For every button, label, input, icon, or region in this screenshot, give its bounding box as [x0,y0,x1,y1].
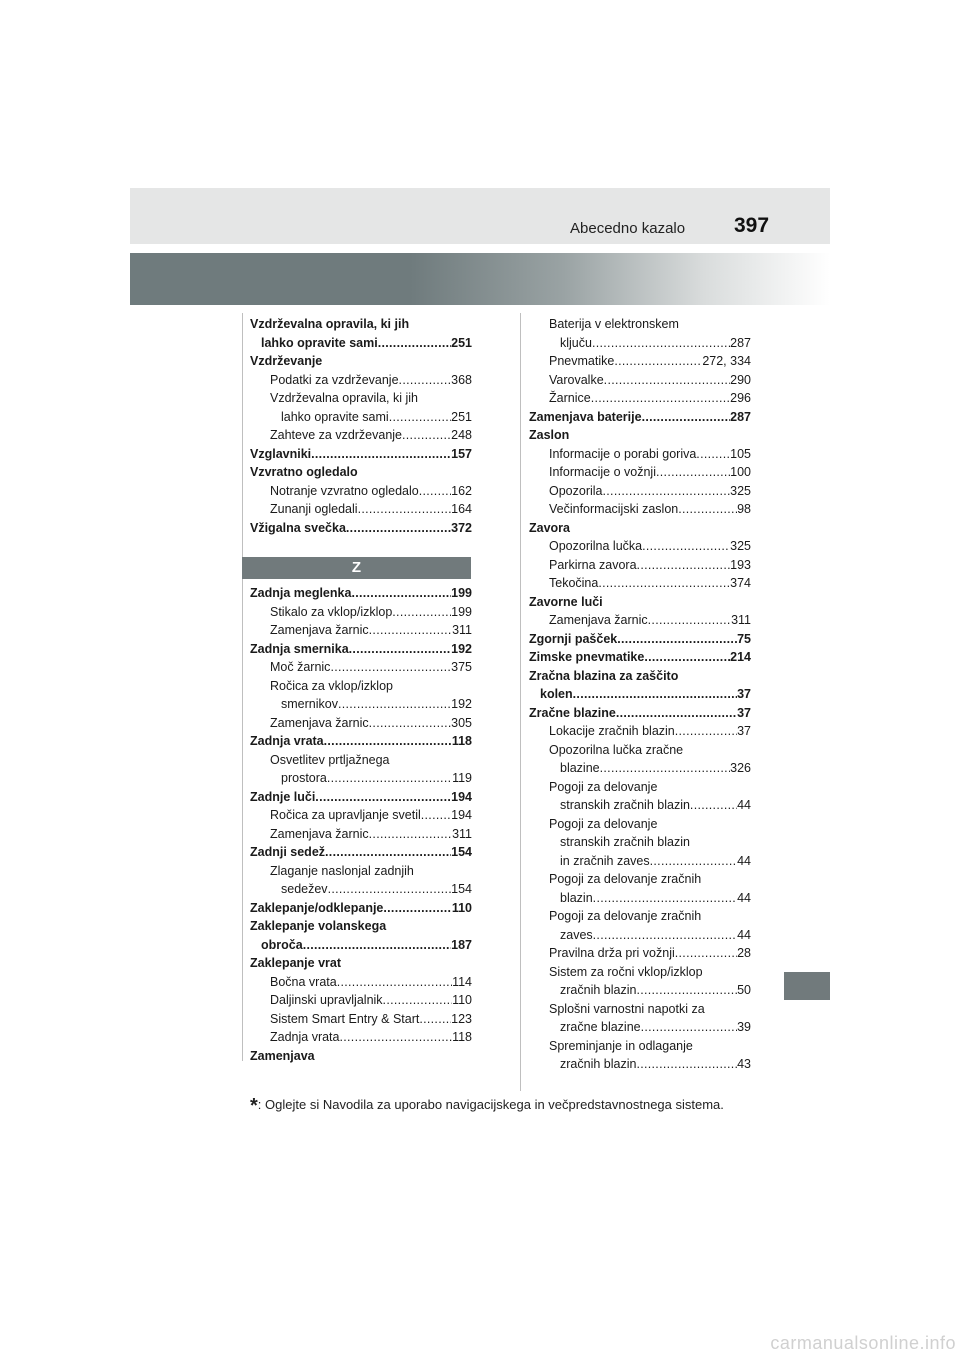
index-entry-term: Zahteve za vzdrževanje [270,428,403,442]
index-entry-page: 157 [451,446,472,461]
index-entry-term: Opozorila [549,483,603,498]
index-entry-page: 154 [451,882,472,896]
index-entry [529,778,751,797]
dot-leader [389,408,451,427]
dot-leader [600,759,731,778]
dot-leader [617,630,737,649]
index-entry-term: Zamenjava žarnic [549,613,648,627]
index-entry-term: Daljinski upravljalnik [270,993,383,1007]
dot-leader [696,445,730,464]
dot-leader [591,389,730,408]
index-entry [529,593,751,612]
index-entry [250,769,472,788]
index-entry-page: 105 [730,446,751,461]
index-entry-term: Osvetlitev prtljažnega [270,752,390,767]
index-entry-term: Zaklepanje volanskega [250,919,387,933]
index-entry [529,685,751,704]
index-entry-term: Baterija v elektronskem [549,317,679,331]
index-entry-page: 193 [730,557,751,572]
dot-leader [641,1018,737,1037]
index-entry [529,907,751,926]
index-entry-page: 164 [451,502,472,516]
dot-leader [573,685,737,704]
index-entry [529,371,751,390]
dot-leader [675,944,737,963]
index-entry-term: Zadnji sedež [250,845,326,859]
dot-leader [351,584,451,603]
index-entry-term: Zamenjava žarnic [270,623,369,637]
index-column-left-bottom [250,584,472,1065]
index-entry [529,1018,751,1037]
index-entry-page: 98 [737,502,751,516]
index-entry [529,889,751,908]
dot-leader [378,334,451,353]
index-entry-page: 44 [737,798,751,812]
index-entry-page: 199 [451,586,472,600]
index-entry [529,741,751,760]
index-entry [529,537,751,556]
index-entry-page: 368 [451,372,472,387]
dot-leader [593,926,737,945]
dot-leader [392,603,451,622]
dot-leader [648,611,731,630]
index-entry-term: Pogoji za delovanje [549,816,658,831]
index-entry [529,519,751,538]
index-entry-term: Tekočina [549,576,599,590]
dot-leader [339,1028,452,1047]
index-entry-term: Vzdrževalna opravila, ki jih [250,317,410,331]
index-entry [250,463,472,482]
dot-leader [419,482,451,501]
header-bar [130,188,830,244]
index-entry-term: Parkirna zavora [549,557,637,572]
index-entry [250,519,472,538]
index-entry [250,751,472,770]
index-entry [250,371,472,390]
dot-leader [338,695,451,714]
index-entry-term: Zaklepanje vrat [250,956,342,970]
index-entry [529,352,751,371]
index-entry-term: ključu [560,335,592,350]
index-entry-term: Vzglavniki [250,446,312,461]
dot-leader [369,714,451,733]
index-entry [529,870,751,889]
dot-leader [324,732,452,751]
index-entry-term: zračnih blazin [560,983,637,997]
index-entry-term: Vzvratno ogledalo [250,465,358,479]
index-entry-term: Zadnje luči [250,789,316,804]
index-entry [250,658,472,677]
index-entry [250,973,472,992]
index-entry-term: Zadnja meglenka [250,586,352,600]
index-entry-term: Zunanji ogledali [270,502,358,516]
index-entry [250,899,472,918]
index-entry-page: 251 [451,409,472,424]
dot-leader [650,852,737,871]
index-entry [250,991,472,1010]
dot-leader [616,704,737,723]
index-entry-term: stranskih zračnih blazin [560,798,690,812]
index-entry-term: Zavora [529,520,570,535]
index-entry [250,584,472,603]
index-entry-term: Zračne blazine [529,705,616,720]
index-entry-term: Zavorne luči [529,594,603,609]
dot-leader [325,843,451,862]
index-entry-term: blazin [560,890,593,905]
dot-leader [603,482,731,501]
index-entry-term: in zračnih zaves [560,853,650,868]
index-entry-page: 39 [737,1020,751,1034]
index-entry-term: Pogoji za delovanje zračnih [549,872,702,886]
index-entry-term: prostora [281,771,327,785]
index-entry-term: Vžigalna svečka [250,520,346,535]
index-entry-term: Zimske pnevmatike [529,650,645,664]
dot-leader [383,991,453,1010]
index-entry-term: Pravilna drža pri vožnji [549,946,675,960]
index-entry-term: sedežev [281,882,328,896]
index-entry [529,667,751,686]
index-entry-term: lahko opravite sami [281,409,389,424]
index-entry [529,556,751,575]
index-entry [250,603,472,622]
index-entry [529,482,751,501]
index-entry [250,880,472,899]
index-entry-page: 372 [451,520,472,535]
index-entry [529,426,751,445]
index-entry-term: Bočna vrata [270,974,337,989]
dot-leader [637,556,731,575]
index-entry-term: obroča [261,937,303,952]
index-entry [250,426,472,445]
dot-leader [642,537,730,556]
index-entry-term: Podatki za vzdrževanje [270,372,399,387]
section-letter-heading: Z [242,557,471,579]
dot-leader [675,722,737,741]
index-entry-page: 311 [452,826,472,841]
index-entry [250,621,472,640]
index-entry [250,843,472,862]
index-entry-term: Zračna blazina za zaščito [529,668,679,683]
index-entry-page: 311 [731,613,751,627]
index-entry [529,926,751,945]
index-entry [250,677,472,696]
index-entry-term: zračnih blazin [560,1057,637,1071]
index-entry-page: 194 [451,789,472,804]
index-entry-page: 192 [451,697,472,711]
index-entry-page: 118 [451,734,472,748]
column-rule [242,313,243,557]
index-entry-term: Sistem Smart Entry & Start [270,1011,420,1026]
footnote-text: : Oglejte si Navodila za uporabo navigacijskega in večpredstavnostnega sistema. [257,1097,724,1112]
dot-leader [614,352,702,371]
index-entry-term: blazine [560,761,600,775]
index-entry [529,963,751,982]
index-entry [529,1000,751,1019]
column-divider [520,313,521,1091]
index-entry-page: 37 [737,724,751,738]
index-entry-term: Informacije o vožnji [549,465,656,479]
dot-leader [419,1010,451,1029]
dot-leader [346,519,451,538]
index-entry-term: zračne blazine [560,1020,641,1034]
index-entry-page: 44 [737,927,751,942]
index-entry-page: 43 [737,1057,751,1071]
index-entry-term: Pogoji za delovanje zračnih [549,909,702,923]
index-entry [529,981,751,1000]
dot-leader [369,621,452,640]
dot-leader [311,445,451,464]
index-entry-term: Opozorilna lučka zračne [549,742,684,757]
index-entry [529,833,751,852]
index-entry [529,648,751,667]
index-entry-page: 187 [451,937,472,952]
dot-leader [421,806,451,825]
index-entry [250,482,472,501]
index-entry-term: Splošni varnostni napotki za [549,1001,705,1016]
dot-leader [690,796,737,815]
index-entry-term: Žarnice [549,391,591,405]
dot-leader [337,973,452,992]
dot-leader [656,463,730,482]
index-entry [250,695,472,714]
index-entry [250,500,472,519]
dot-leader [644,648,730,667]
index-entry-page: 118 [452,1030,472,1044]
index-entry [250,917,472,936]
dot-leader [678,500,737,519]
index-entry-term: Zamenjava [250,1048,315,1063]
index-entry-page: 214 [730,650,751,664]
index-entry-term: lahko opravite sami [261,335,378,350]
index-entry-term: stranskih zračnih blazin [560,835,690,849]
index-entry-term: Pogoji za delovanje [549,779,658,794]
index-entry-term: Ročica za upravljanje svetil [270,808,421,822]
dot-leader [604,371,730,390]
index-entry [529,722,751,741]
index-entry-page: 100 [730,465,751,479]
index-entry [529,315,751,334]
index-entry-term: Notranje vzvratno ogledalo [270,483,419,498]
index-entry [250,334,472,353]
index-entry-term: Pnevmatike [549,354,615,368]
index-entry-term: Zlaganje naslonjal zadnjih [270,863,414,878]
index-entry-term: Večinformacijski zaslon [549,502,679,516]
index-entry-term: Spreminjanje in odlaganje [549,1038,693,1053]
index-entry-term: Ročica za vklop/izklop [270,678,393,693]
index-entry-term: Opozorilna lučka [549,539,643,553]
index-entry-page: 194 [451,808,472,822]
index-entry [250,389,472,408]
dot-leader [399,371,452,390]
index-entry [529,500,751,519]
index-entry-page: 325 [730,539,751,553]
index-entry-page: 375 [451,660,472,674]
footnote [250,1092,724,1115]
index-entry [250,954,472,973]
dot-leader [636,981,737,1000]
index-entry [250,1047,472,1066]
index-entry [250,445,472,464]
index-entry-term: Moč žarnic [270,660,331,674]
index-entry [250,352,472,371]
dot-leader [303,936,451,955]
index-entry-term: smernikov [281,697,338,711]
index-column-right [529,315,751,1074]
index-entry-term: Lokacije zračnih blazin [549,724,675,738]
index-entry-term: Zamenjava žarnic [270,715,369,730]
index-entry-page: 162 [451,483,472,498]
index-entry-page: 326 [730,761,751,775]
dot-leader [330,658,451,677]
index-entry-term: zaves [560,927,593,942]
dot-leader [315,788,451,807]
index-entry-term: Zamenjava žarnic [270,826,369,841]
chapter-thumb-tab [784,972,830,1000]
index-entry [529,759,751,778]
index-entry [250,862,472,881]
index-entry-page: 251 [451,335,472,350]
index-entry-term: Zaslon [529,428,570,442]
index-entry [250,936,472,955]
index-entry [250,1010,472,1029]
index-entry-page: 110 [452,993,472,1007]
index-entry [529,611,751,630]
index-entry-term: Zadnja vrata [250,734,324,748]
index-entry [529,1037,751,1056]
index-entry-page: 287 [730,409,751,424]
page-number: 397 [734,214,770,237]
column-rule [242,579,243,1061]
index-entry [529,1055,751,1074]
index-entry [529,630,751,649]
index-entry-page: 75 [737,631,751,646]
index-entry-page: 248 [451,428,472,442]
index-entry-page: 44 [737,853,751,868]
index-entry-term: Sistem za ročni vklop/izklop [549,964,703,979]
index-entry-page: 114 [452,974,472,989]
index-entry-term: Zgornji pašček [529,631,618,646]
dot-leader [598,574,730,593]
dot-leader [592,334,730,353]
index-entry-page: 290 [730,372,751,387]
index-column-left-top [250,315,472,537]
dot-leader [383,899,451,918]
index-entry [529,334,751,353]
index-entry-term: Informacije o porabi goriva [549,446,697,461]
dot-leader [402,426,451,445]
index-entry-term: kolen [540,687,573,701]
index-entry [250,732,472,751]
watermark: carmanualsonline.info [770,1333,956,1353]
index-entry-page: 154 [451,845,472,859]
index-entry-page: 272, 334 [702,354,751,368]
index-entry [529,445,751,464]
index-entry-term: Varovalke [549,372,604,387]
index-entry-page: 199 [451,604,472,619]
index-entry-page: 305 [451,715,472,730]
dot-leader [593,889,737,908]
index-entry [250,315,472,334]
index-entry-term: Vzdrževalna opravila, ki jih [270,391,418,405]
index-entry [529,408,751,427]
index-entry-term: Zamenjava baterije [529,409,642,424]
index-entry-page: 123 [451,1011,472,1026]
index-entry-term: Zaklepanje/odklepanje [250,900,384,915]
index-entry-page: 374 [730,576,751,590]
index-entry-page: 119 [452,771,472,785]
index-entry [250,714,472,733]
index-entry [250,408,472,427]
index-entry-page: 50 [737,983,751,997]
index-entry-page: 311 [452,623,472,637]
index-entry [250,1028,472,1047]
dot-leader [642,408,731,427]
index-entry [529,463,751,482]
index-entry-term: Stikalo za vklop/izklop [270,604,393,619]
dot-leader [369,825,452,844]
index-entry [529,574,751,593]
index-entry-page: 28 [737,946,751,960]
index-entry [250,788,472,807]
dot-leader [327,769,452,788]
index-entry-page: 287 [730,335,751,350]
index-entry [529,944,751,963]
index-entry-term: Vzdrževanje [250,354,323,368]
index-entry [529,796,751,815]
index-entry [250,825,472,844]
index-entry [529,852,751,871]
index-entry [529,815,751,834]
index-entry-term: Zadnja vrata [270,1030,340,1044]
index-entry-page: 110 [451,900,472,915]
dot-leader [349,640,451,659]
index-entry-page: 37 [737,705,751,720]
header-gradient-band [130,253,830,305]
page-header-title: Abecedno kazalo [570,220,686,237]
index-entry [529,389,751,408]
dot-leader [636,1055,737,1074]
index-entry-page: 37 [737,687,751,701]
dot-leader [328,880,452,899]
index-entry-page: 296 [730,391,751,405]
index-entry-term: Zadnja smernika [250,641,349,656]
index-entry [529,704,751,723]
footnote-star: * [250,1095,258,1117]
index-entry-page: 325 [730,483,751,498]
index-entry [250,806,472,825]
index-entry-page: 192 [451,641,472,656]
dot-leader [358,500,452,519]
index-entry-page: 44 [737,890,751,905]
index-entry [250,640,472,659]
